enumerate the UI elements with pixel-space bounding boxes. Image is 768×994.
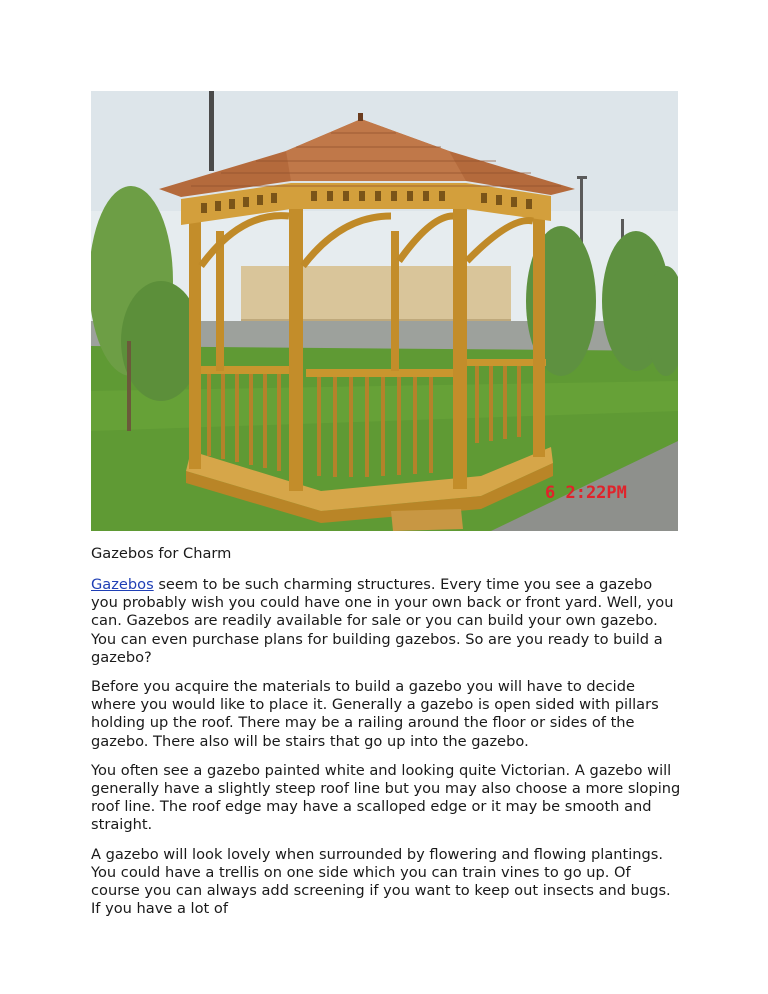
paragraph-4: A gazebo will look lovely when surrounded by flowering and flowing plantings. You could have a trellis on one side which you can train vines to go up. Of course you can always add screening if you want to keep out insects and bugs. If you have a lot of <box>91 845 671 918</box>
paragraph-2: Before you acquire the materials to build a gazebo you will have to decide where you would like to place it. Generally a gazebo is open sided with pillars holding up the roof. There may be a railing around the floor or sides of the gazebo. There also will be stairs that go up into the gazebo. <box>91 678 659 750</box>
article-heading: Gazebos for Charm <box>91 545 232 562</box>
gazebos-link[interactable]: Gazebos <box>91 576 154 593</box>
paragraph-3: You often see a gazebo painted white and looking quite Victorian. A gazebo will generally have a slightly steep roof line but you may also choose a more sloping roof line. The roof edge may have a scalloped edge or it may be smooth and straight. <box>91 761 681 834</box>
paragraph-1 <box>91 576 683 667</box>
photo-timestamp: 6 2:22PM <box>545 483 627 503</box>
article-body <box>91 545 683 929</box>
gazebo-photo <box>91 91 678 531</box>
paragraph-1-text: seem to be such charming structures. Every time you see a gazebo you probably wish you could have one in your own back or front yard. Well, you can. Gazebos are readily available for sale or you can build your own gazebo. You can even purchase plans for building gazebos. So are you ready to build a gazebo? <box>91 576 674 666</box>
